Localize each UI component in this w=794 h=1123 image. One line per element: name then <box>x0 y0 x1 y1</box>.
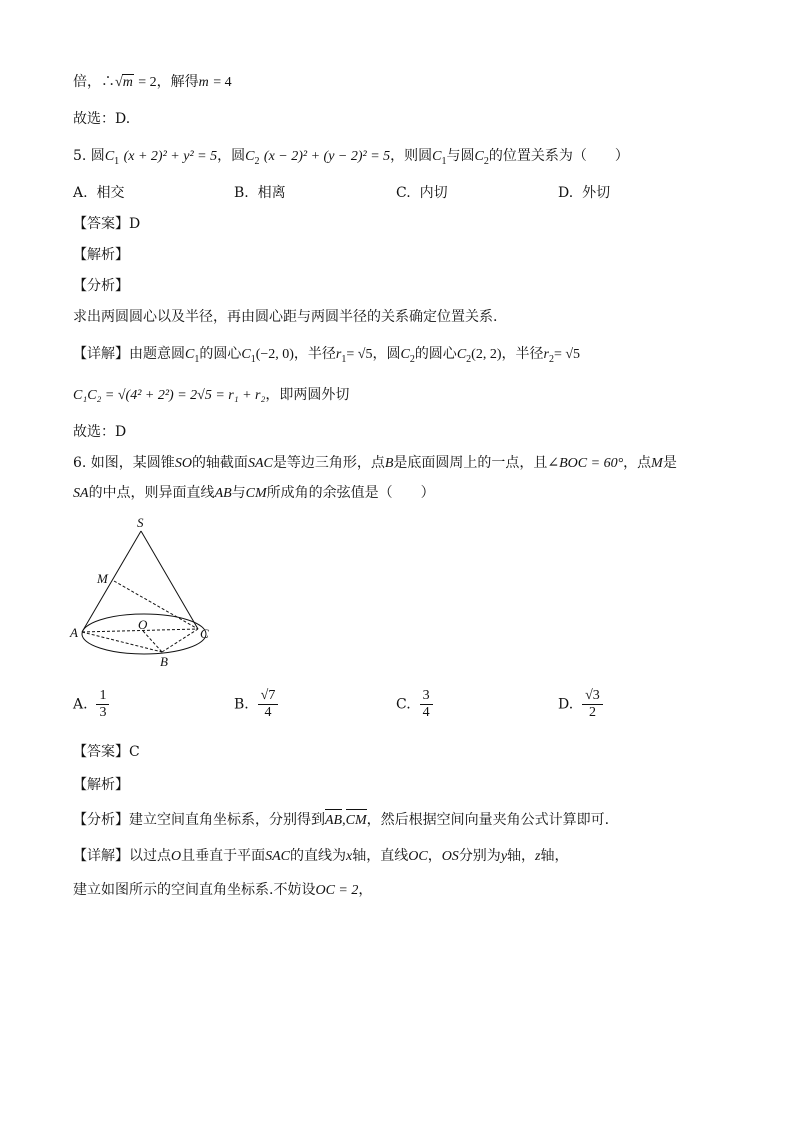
q5-option-a <box>73 183 124 203</box>
math-z: z <box>535 849 541 864</box>
q5-option-d <box>558 183 610 203</box>
q5-choose: 故选：D <box>73 424 127 440</box>
q6-option-c <box>396 688 433 721</box>
q6-text: 的轴截面 <box>191 455 248 471</box>
c2-label-2: C <box>474 149 484 164</box>
detail-tag: 【详解】 <box>73 848 129 864</box>
label-a: A <box>70 625 78 640</box>
segment-ob <box>143 631 162 652</box>
answer-tag: 【答案】 <box>73 216 129 232</box>
detail-text: 分别为 <box>458 848 501 864</box>
denominator: 3 <box>99 705 107 720</box>
option-text: 外切 <box>582 185 611 201</box>
detail-text: 的直线为 <box>290 848 347 864</box>
math-sac: SAC <box>265 849 291 864</box>
fraction <box>420 688 433 721</box>
q6-text: ，点 <box>623 455 652 471</box>
math-o: O <box>171 849 182 864</box>
math-b: B <box>384 456 394 471</box>
c1-equation: (x + 2)² + y² = 5 <box>123 149 218 164</box>
q5-option-c <box>396 183 448 203</box>
c1-sub: 1 <box>114 155 120 167</box>
math-sac: SAC <box>247 456 273 471</box>
math-oc: OC <box>408 849 428 864</box>
c1-label: C <box>104 149 115 164</box>
segment-bc <box>162 629 198 652</box>
denominator: 4 <box>264 705 272 720</box>
r1-value: = √5 <box>346 347 373 362</box>
q6-text: 6. 如图，某圆锥 <box>73 455 175 471</box>
q5-tail-end: 的位置关系为（ ） <box>488 148 629 164</box>
q6-text: 与 <box>231 485 246 501</box>
detail-tag: 【详解】 <box>73 346 129 362</box>
option-text: 相离 <box>257 185 286 201</box>
q5-detail-2 <box>73 385 349 406</box>
denominator: 4 <box>422 705 430 720</box>
q6-fenxi <box>73 810 609 831</box>
detail-text: ， <box>358 882 373 898</box>
c2-center: (2, 2) <box>471 347 502 362</box>
q6-answer <box>73 742 140 762</box>
label-c: C <box>200 626 209 641</box>
detail-text: 建立如图所示的空间直角坐标系.不妨设 <box>73 882 316 898</box>
option-key: A. <box>73 696 88 713</box>
detail-text: 轴， <box>507 848 536 864</box>
math-sa: SA <box>73 486 89 501</box>
detail-text: ，半径 <box>501 346 544 362</box>
q5-tail-mid: 与圆 <box>446 148 475 164</box>
q5-fenxi-text: 求出两圆圆心以及半径，再由圆心距与两圆半径的关系确定位置关系. <box>73 309 498 325</box>
fenxi-text: 建立空间直角坐标系，分别得到 <box>129 812 325 828</box>
q5-answer <box>73 214 140 234</box>
q5-num: 5. 圆 <box>73 148 105 164</box>
detail-text: ，半径 <box>293 346 336 362</box>
math-angle: ∠BOC = 60° <box>547 456 624 471</box>
option-key: B. <box>234 696 249 713</box>
prev-eq: = 2 <box>138 75 157 90</box>
q5-detail-1: 【详解】由题意圆$C_1$的圆心$C_1(-2$, 0)，半径$r_1= √5$，圆$C_2$的圆心$C_2(2$, 2)，半径$r_2= √5$ <box>73 346 581 365</box>
vector-cm: CM <box>346 811 367 831</box>
detail-text: ，即两圆外切 <box>265 387 350 403</box>
q6-text: 的中点，则异面直线 <box>88 485 215 501</box>
detail-text: 以过点 <box>129 848 171 864</box>
q6-option-b <box>234 688 278 721</box>
detail-text: 的圆心 <box>414 346 457 362</box>
q5-option-b <box>234 183 286 203</box>
answer-value: D <box>129 216 141 232</box>
detail-text: 轴， <box>540 848 569 864</box>
prev-text: 倍，∴ <box>73 74 115 90</box>
math-ab: AB <box>214 486 232 501</box>
c1-sub-2: 1 <box>441 155 447 167</box>
q5-tail: ，则圆 <box>390 148 433 164</box>
prev-var: m <box>198 75 209 90</box>
q6-text: 是等边三角形，点 <box>272 455 385 471</box>
fraction <box>258 688 279 721</box>
math-m: M <box>651 456 663 471</box>
option-text: 相交 <box>96 185 125 201</box>
label-m: M <box>97 571 108 586</box>
detail-text: 且垂直于平面 <box>181 848 266 864</box>
label-s: S <box>137 515 144 530</box>
q6-detail-2 <box>73 880 372 901</box>
detail-text: 的圆心 <box>199 346 242 362</box>
c2-sub-2: 2 <box>483 155 489 167</box>
option-key: C. <box>396 696 411 713</box>
segment-mc <box>114 581 198 629</box>
segment-ab <box>82 632 162 652</box>
q5-fenxi-tag: 【分析】 <box>73 278 129 294</box>
q6-stem-2 <box>73 483 435 504</box>
q6-option-a <box>73 688 109 721</box>
q5-analysis-tag: 【解析】 <box>73 247 129 263</box>
q5-stem <box>73 146 629 172</box>
c1-label-2: C <box>432 149 442 164</box>
fenxi-tag: 【分析】 <box>73 812 129 828</box>
prev-choose: 故选：D. <box>73 111 131 127</box>
q5-mid: ，圆 <box>217 148 246 164</box>
q6-text: 所成角的余弦值是（ ） <box>266 485 435 501</box>
numerator: √7 <box>258 688 279 705</box>
option-key: D. <box>558 696 574 713</box>
detail-text: 轴，直线 <box>352 848 409 864</box>
q6-option-d <box>558 688 603 721</box>
numerator: 3 <box>420 688 433 705</box>
numerator: 1 <box>96 688 109 705</box>
q6-detail-1 <box>73 846 568 867</box>
math-so: SO <box>174 456 192 471</box>
fenxi-text: ，然后根据空间向量夹角公式计算即可. <box>366 812 610 828</box>
c2-label: C <box>245 149 255 164</box>
option-key: D. <box>558 185 574 201</box>
q6-text: 是底面圆周上的一点，且 <box>393 455 548 471</box>
option-key: C. <box>396 185 411 201</box>
math-oc-eq: OC = 2 <box>315 883 359 898</box>
detail-text: ， <box>427 848 442 864</box>
sqrt-arg: m <box>122 75 133 90</box>
c2-sub: 2 <box>254 155 260 167</box>
option-key: B. <box>234 185 249 201</box>
math-y: y <box>500 849 508 864</box>
option-text: 内切 <box>419 185 448 201</box>
q6-text: 是 <box>662 455 677 471</box>
vector-ab: AB <box>325 811 342 831</box>
vector-sep: , <box>342 813 346 828</box>
detail-text: ，圆 <box>372 346 401 362</box>
prev-mid: ，解得 <box>156 74 199 90</box>
fraction <box>96 688 109 721</box>
c1-center: (−2, 0) <box>255 347 294 362</box>
label-o: O <box>138 617 148 632</box>
q6-stem-1 <box>73 453 677 474</box>
answer-value: C <box>129 744 140 760</box>
prev-line-1: 倍，∴√m = 2，解得m = 4 <box>73 74 232 90</box>
fraction <box>582 688 603 721</box>
math-os: OS <box>441 849 459 864</box>
cone-figure <box>66 514 226 674</box>
option-key: A. <box>73 185 88 201</box>
numerator: √3 <box>582 688 603 705</box>
q6-analysis-tag: 【解析】 <box>73 777 129 793</box>
detail-text: 由题意圆 <box>129 346 185 362</box>
prev-result: = 4 <box>213 75 232 90</box>
math-cm: CM <box>245 486 267 501</box>
label-b: B <box>160 654 168 669</box>
math-x: x <box>346 849 353 864</box>
answer-tag: 【答案】 <box>73 744 129 760</box>
distance-formula: C₁C₂ = √(4² + 2²) = 2√5 = r₁ + r₂ <box>73 388 266 403</box>
denominator: 2 <box>588 705 596 720</box>
r2-value: = √5 <box>553 347 581 362</box>
c2-equation: (x − 2)² + (y − 2)² = 5 <box>263 149 391 164</box>
